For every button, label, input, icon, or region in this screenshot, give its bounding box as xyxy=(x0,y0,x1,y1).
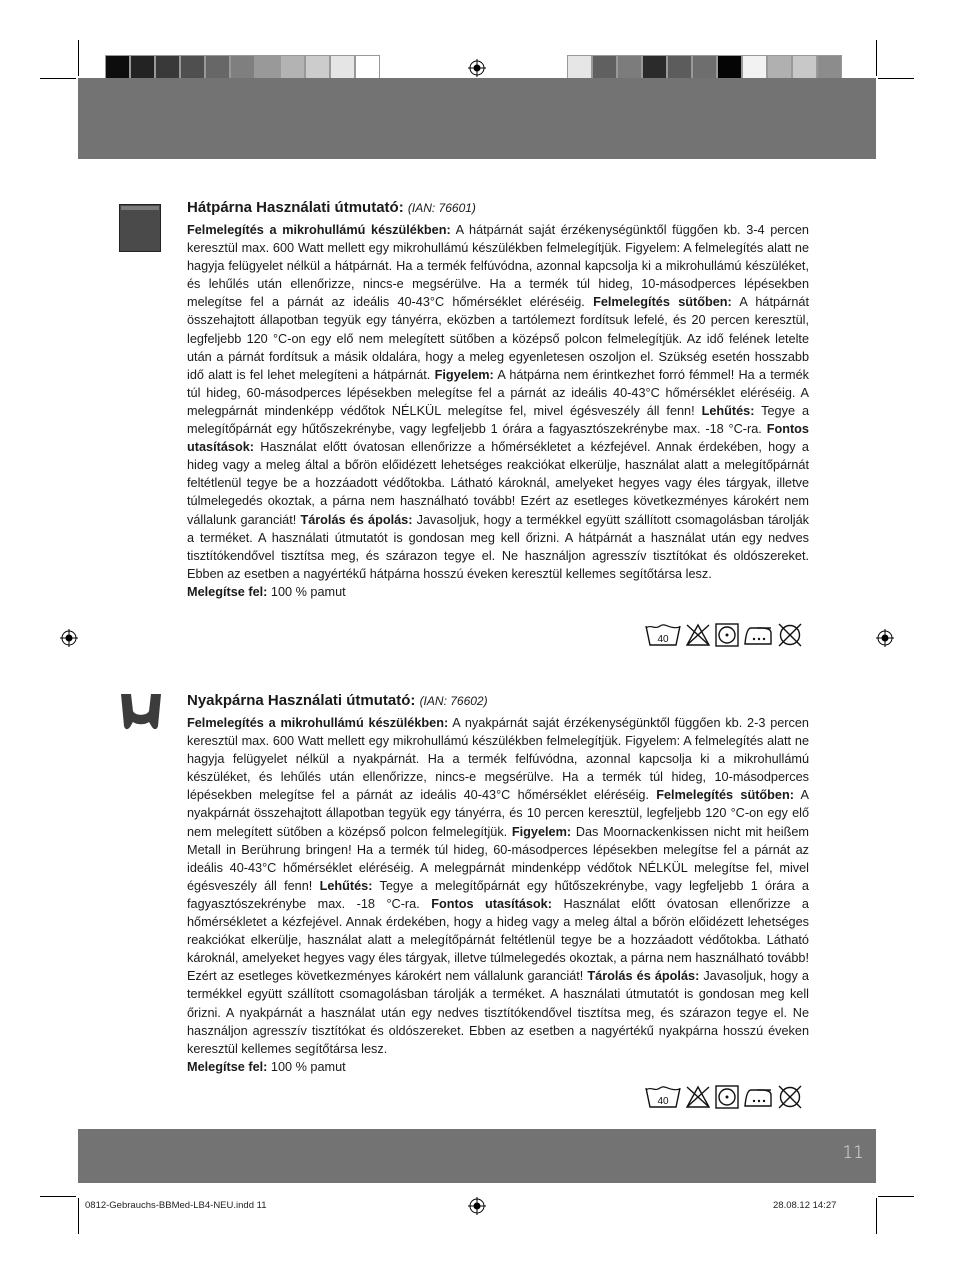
text-run: Javasoljuk, hogy a termékkel együtt szállított csomagolásban tárolják a terméket. A használati útmutatót is gondosan meg kell őrizni. A hátpárnát a használat után egy nedves tisztítókendővel tisztítsa meg, és szárazon tegye el. Ne használjon agresszív tisztítókat és oldószereket. Ebben az esetben a nagyértékű hátpárna hosszú éveken keresztül kellemes segítőtársa lesz. xyxy=(187,512,810,581)
text-run: Tegye a melegítőpárnát egy hűtőszekrénybe, vagy legfeljebb 1 órára a fagyasztószekrénybe max. -18 °C-ra. xyxy=(187,878,809,911)
bold-heading: Lehűtés: xyxy=(319,878,373,893)
bold-heading: Fontos utasítások: xyxy=(431,896,552,911)
footer-band xyxy=(78,1129,876,1183)
text-run: A hátpárnát összehajtott állapotban tegyük egy tányérra, eközben a tartólemezt fordítsuk lefelé, és 20 percen keresztül, legfeljebb 120 °C-on egy elő nem melegített sütőben a középső polcon felmelegítjük. Az idő felének letelte után a párnát fordítsuk a másik oldalára, hogy a meleg egyenletesen oszoljon el. Szükség esetén hosszabb idő alatt is fel lehet melegíteni a hátpárnát. xyxy=(187,295,809,382)
crop-mark xyxy=(40,78,76,79)
bold-heading: Tárolás és ápolás: xyxy=(587,969,700,984)
crop-mark xyxy=(78,40,79,76)
text-run: Das Moornackenkissen nicht mit heißem Metall in Berührung bringen! Ha a termék túl hideg, 60-másodperces lépésekben melegítse fel a párnát az ideális 40-43°C hőmérséklet eléréséig. A melegpárnát mindenképp védőtok NÉLKÜL melegítse fel, mivel égésveszély áll fenn! xyxy=(187,824,809,893)
header-band xyxy=(78,78,876,159)
text-run: A hátpárnát saját érzékenységünktől függően kb. 3-4 percen keresztül max. 600 Watt mellett egy mikrohullámú készülékben felmelegítjük. Figyelem: A felmelegítés alatt ne hagyja felügyelet nélkül a hátpárnát. Ha a termék felfúvódna, azonnal kapcsolja ki a mikrohullámú készüléket, és lehűlés után ellenőrizze, nincs-e megsérülve. Ha a termék túl hideg, 10-másodperces lépésekben melegítse fel a párnát az ideális 40-43°C hőmérséklet eléréséig. xyxy=(187,223,809,310)
registration-mark-icon xyxy=(468,1197,486,1215)
no-dry-clean-icon xyxy=(777,623,803,647)
material-line: Melegítse fel: 100 % pamut xyxy=(187,584,346,599)
svg-text:40: 40 xyxy=(657,1096,669,1107)
tumble-dry-icon xyxy=(715,623,739,647)
page-number: 11 xyxy=(842,1143,864,1163)
iron-icon xyxy=(743,623,773,647)
crop-mark xyxy=(878,78,914,79)
instructions-text xyxy=(187,221,809,583)
text-run: A nyakpárnát összehajtott állapotban tegyük egy tányérra, és 10 percen keresztül, legfeljebb 120 °C-on egy elő nem melegített sütőben a középső polcon felmelegítjük. xyxy=(187,788,809,839)
care-symbols xyxy=(645,623,803,647)
no-bleach-icon xyxy=(685,623,711,647)
date-slug: 28.08.12 14:27 xyxy=(773,1200,837,1211)
wash-40-icon xyxy=(645,1085,681,1109)
care-symbols xyxy=(645,1085,803,1109)
wash-40-icon xyxy=(645,623,681,647)
text-run: Tegye a melegítőpárnát egy hűtőszekrénybe, vagy legfeljebb 1 órára a fagyasztószekrénybe max. -18 °C-ra. xyxy=(187,403,809,437)
crop-mark xyxy=(876,1198,877,1234)
bold-heading: Fontos utasítások: xyxy=(187,422,809,455)
neck-cushion-icon xyxy=(120,691,162,731)
tumble-dry-icon xyxy=(715,1085,739,1109)
text-run: A nyakpárnát saját érzékenységünktől függően kb. 2-3 percen keresztül max. 600 Watt mellett egy mikrohullámú készülékben felmelegítjük. Figyelem: A felmelegítés alatt ne hagyja felügyelet nélkül a nyakpárnát. Ha a termék felfúvódna, azonnal kapcsolja ki a mikrohullámú készüléket, és lehűlés után ellenőrizze, nincs-e megsérülve. Ha a termék túl hideg, 10-másodperces lépésekben melegítse fel a párnát az ideális 40-43°C hőmérséklet eléréséig. xyxy=(187,716,809,803)
crop-mark xyxy=(878,1196,914,1197)
registration-mark-icon xyxy=(468,59,486,77)
bold-heading: Felmelegítés sütőben: xyxy=(593,295,732,310)
bold-heading: Tárolás és ápolás: xyxy=(300,512,413,527)
registration-mark-icon xyxy=(60,629,78,647)
bold-heading: Felmelegítés a mikrohullámú készülékben: xyxy=(187,223,451,237)
bold-heading: Felmelegítés sütőben: xyxy=(656,788,794,803)
instructions-text xyxy=(187,714,809,1058)
iron-icon xyxy=(743,1085,773,1109)
no-bleach-icon xyxy=(685,1085,711,1109)
file-slug: 0812-Gebrauchs-BBMed-LB4-NEU.indd 11 xyxy=(85,1200,267,1211)
bold-heading: Figyelem: xyxy=(511,824,572,839)
text-run: Használat előtt óvatosan ellenőrizze a hőmérsékletet a kézfejével. Annak érdekében, hogy a hideg vagy a meleg által a bőrön előidézett lehetséges reakciókat elkerülje, használat alatt a melegítőpárnát feltétlenül tegye be a hozzáadott védőtokba. Látható károknál, amelyeket hegyes vagy éles tárgyak, illetve túlmelegedés okoztak, a párna nem használható tovább! Ezért az esetleges következményes károkért nem vállalunk garanciát! xyxy=(187,440,809,527)
bold-heading: Felmelegítés a mikrohullámú készülékben: xyxy=(187,716,449,730)
no-dry-clean-icon xyxy=(777,1085,803,1109)
svg-text:40: 40 xyxy=(657,634,669,645)
crop-mark xyxy=(78,1198,79,1234)
material-line: Melegítse fel: 100 % pamut xyxy=(187,1059,346,1074)
section-title: Hátpárna Használati útmutató: (IAN: 76601) xyxy=(187,199,476,216)
bold-heading: Lehűtés: xyxy=(701,403,755,418)
registration-mark-icon xyxy=(876,629,894,647)
text-run: A hátpárna nem érintkezhet forró fémmel! Ha a termék túl hideg, 60-másodperces lépésekben melegítse fel a párnát az ideális 40-43°C hőmérséklet eléréséig. A melegpárnát mindenképp védőtok NÉLKÜL melegítse fel, mivel égésveszély áll fenn! xyxy=(187,367,810,418)
section-title: Nyakpárna Használati útmutató: (IAN: 76602) xyxy=(187,692,488,709)
crop-mark xyxy=(876,40,877,76)
back-cushion-icon xyxy=(119,204,161,252)
crop-mark xyxy=(40,1196,76,1197)
neck-cushion-section xyxy=(187,692,809,1076)
back-cushion-section xyxy=(187,199,809,601)
bold-heading: Figyelem: xyxy=(434,367,494,382)
text-run: Javasoljuk, hogy a termékkel együtt szállított csomagolásban tárolják a terméket. A használati útmutatót is gondosan meg kell őrizni. A nyakpárnát a használat után egy nedves tisztítókendővel tisztítsa meg, és szárazon tegye el. Ne használjon agresszív tisztítókat és oldószereket. Ebben az esetben a nagyértékű nyakpárna hosszú éveken keresztül kellemes segítőtársa lesz. xyxy=(187,969,809,1056)
text-run: Használat előtt óvatosan ellenőrizze a hőmérsékletet a kézfejével. Annak érdekében, hogy a hideg vagy a meleg által a bőrön előidézett lehetséges reakciókat elkerülje, használat alatt a melegítőpárnát feltétlenül tegye be a hozzáadott védőtokba. Látható károknál, amelyeket hegyes vagy éles tárgyak, illetve túlmelegedés okoztak, a párna nem használható tovább! Ezért az esetleges következményes károkért nem vállalunk garanciát! xyxy=(187,896,809,984)
